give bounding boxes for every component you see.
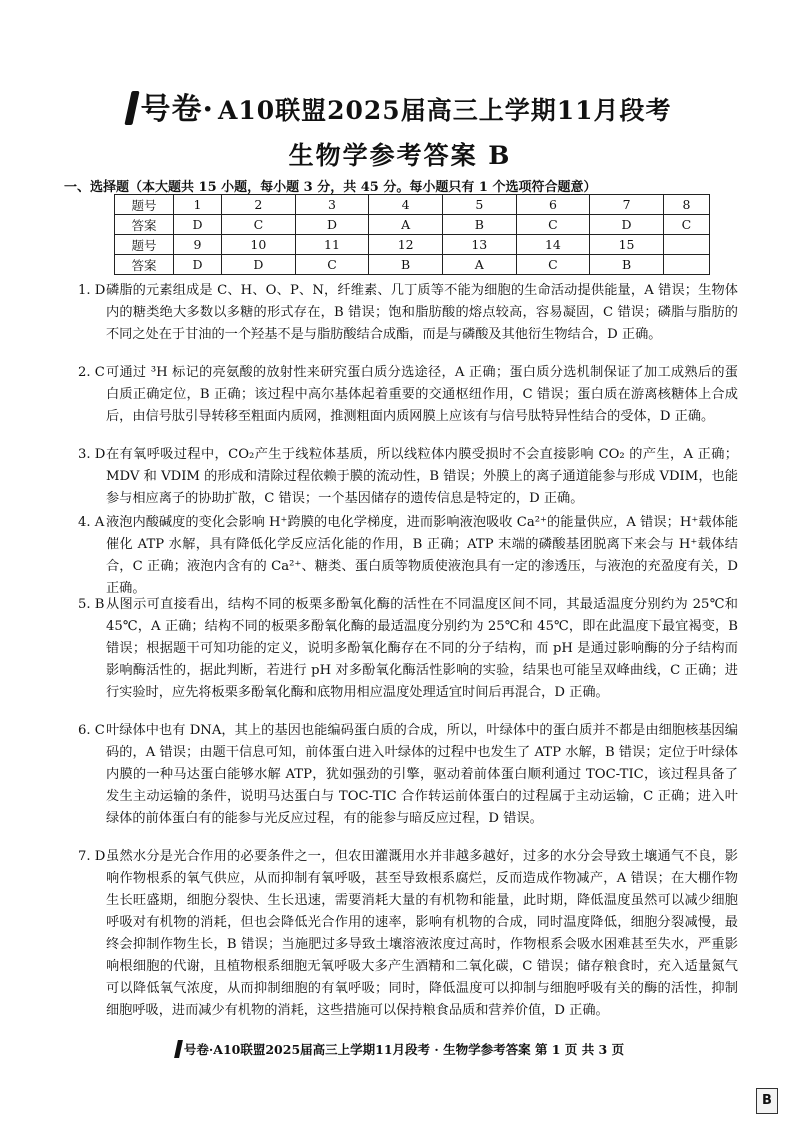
question-explanation: 液泡内酸碱度的变化会影响 H⁺跨膜的电化学梯度，进而影响液泡吸收 Ca²⁺的能量供应，A 错误；H⁺载体能催化 ATP 水解，具有降低化学反应活化能的作用，B 正确；ATP 末端的磷酸基团脱离下来会与 H⁺载体结合，C 正确；液泡内含有的 Ca²⁺、糖类、蛋白质等物质使液泡具有一定的渗透压，与液泡的充盈度有关，D 正确。 bbox=[106, 515, 738, 596]
table-row bbox=[115, 195, 710, 215]
answer-table bbox=[114, 194, 710, 275]
brand-logo: 号卷· bbox=[128, 84, 213, 128]
question-4 bbox=[78, 512, 738, 600]
table-cell: C bbox=[516, 215, 590, 235]
table-cell: 7 bbox=[590, 195, 664, 215]
question-number: 5. B bbox=[78, 597, 105, 612]
table-cell: D bbox=[222, 255, 296, 275]
table-cell: 10 bbox=[222, 235, 296, 255]
table-cell: A bbox=[369, 215, 443, 235]
table-cell: B bbox=[442, 215, 516, 235]
table-cell bbox=[663, 235, 709, 255]
table-row bbox=[115, 255, 710, 275]
question-number: 1. D bbox=[78, 283, 106, 298]
table-cell: 11 bbox=[295, 235, 369, 255]
question-number: 2. C bbox=[78, 365, 105, 380]
title-line-1 bbox=[0, 84, 800, 128]
table-cell: 4 bbox=[369, 195, 443, 215]
table-cell: 5 bbox=[442, 195, 516, 215]
question-2 bbox=[78, 362, 738, 428]
footer-text: A10联盟2025届高三上学期11月段考 · 生物学参考答案 第 1 页 共 3 页 bbox=[213, 1042, 625, 1057]
table-row bbox=[115, 235, 710, 255]
question-7 bbox=[78, 846, 738, 1022]
table-cell: D bbox=[295, 215, 369, 235]
question-explanation: 虽然水分是光合作用的必要条件之一，但农田灌溉用水并非越多越好，过多的水分会导致土壤通气不良，影响作物根系的氧气供应，从而抑制有氧呼吸，甚至导致根系腐烂，反而造成作物减产，A 错误；在大棚作物生长旺盛期，细胞分裂快、生长迅速，需要消耗大量的有机物和能量，此时期，降低温度虽然可以减少细胞呼吸对有机物的消耗，但也会降低光合作用的速率，影响有机物的合成，同时温度降低，细胞分裂减慢，最终会抑制作物生长，B 错误；当施肥过多导致土壤溶液浓度过高时，作物根系会吸水困难甚至失水，严重影响根细胞的代谢，且植物根系细胞无氧呼吸大多产生酒精和二氧化碳，C 错误；储存粮食时，充入适量氮气可以降低氧气浓度，从而抑制细胞的有氧呼吸；同时，降低温度可以抑制与细胞呼吸有关的酶的活性，抑制细胞呼吸，进而减少有机物的消耗，这些措施可以保持粮食品质和营养价值，D 正确。 bbox=[106, 849, 738, 1018]
document-header bbox=[0, 84, 800, 172]
table-cell: 9 bbox=[174, 235, 222, 255]
question-5 bbox=[78, 594, 738, 704]
table-cell bbox=[663, 255, 709, 275]
table-cell: 14 bbox=[516, 235, 590, 255]
question-explanation: 叶绿体中也有 DNA，其上的基因也能编码蛋白质的合成，所以，叶绿体中的蛋白质并不都是由细胞核基因编码的，A 错误；由题干信息可知，前体蛋白进入叶绿体的过程中也发生了 ATP 水解，B 错误；定位于叶绿体内膜的一种马达蛋白能够水解 ATP，犹如强劲的引擎，驱动着前体蛋白顺利通过 TOC-TIC，该过程具备了发生主动运输的条件，说明马达蛋白与 TOC-TIC 合作转运前体蛋白的过程属于主动运输，C 正确；进入叶绿体的前体蛋白有的能参与光反应过程，有的能参与暗反应过程，D 错误。 bbox=[106, 723, 738, 826]
table-cell: 2 bbox=[222, 195, 296, 215]
table-cell: 15 bbox=[590, 235, 664, 255]
table-cell: 13 bbox=[442, 235, 516, 255]
footer-logo-mark bbox=[174, 1040, 183, 1058]
table-cell: B bbox=[590, 255, 664, 275]
table-cell: 1 bbox=[174, 195, 222, 215]
question-number: 7. D bbox=[78, 849, 106, 864]
answer-key-title: 生物学参考答案 B bbox=[288, 141, 512, 170]
table-cell: C bbox=[222, 215, 296, 235]
table-cell: D bbox=[590, 215, 664, 235]
table-cell: 6 bbox=[516, 195, 590, 215]
question-number: 3. D bbox=[78, 447, 106, 462]
table-cell: 8 bbox=[663, 195, 709, 215]
row-label: 题号 bbox=[115, 235, 174, 255]
question-explanation: 可通过 ³H 标记的亮氨酸的放射性来研究蛋白质分选途径，A 正确；蛋白质分选机制保证了加工成熟后的蛋白质正确定位，B 正确；该过程中高尔基体起着重要的交通枢纽作用，C 错误；蛋白质在游离核糖体上合成后，由信号肽引导转移至粗面内质网，推测粗面内质网膜上应该有与信号肽特异性结合的受体，D 正确。 bbox=[106, 365, 738, 424]
table-cell: D bbox=[174, 215, 222, 235]
table-cell: C bbox=[295, 255, 369, 275]
exam-title: A10联盟2025届高三上学期11月段考 bbox=[217, 96, 672, 125]
page-footer: 号卷·A10联盟2025届高三上学期11月段考 · 生物学参考答案 第 1 页 共 3 页 bbox=[0, 1040, 800, 1058]
page-badge: B bbox=[756, 1088, 778, 1114]
question-number: 4. A bbox=[78, 515, 105, 530]
row-label: 题号 bbox=[115, 195, 174, 215]
footer-logo: 号卷 bbox=[183, 1042, 209, 1057]
table-cell: B bbox=[369, 255, 443, 275]
table-row bbox=[115, 215, 710, 235]
question-3 bbox=[78, 444, 738, 510]
table-cell: D bbox=[174, 255, 222, 275]
table-cell: A bbox=[442, 255, 516, 275]
table-cell: C bbox=[516, 255, 590, 275]
section-title: 一、选择题（本大题共 15 小题，每小题 3 分，共 45 分。每小题只有 1 个选项符合题意） bbox=[64, 180, 597, 195]
question-explanation: 从图示可直接看出，结构不同的板栗多酚氧化酶的活性在不同温度区间不同，其最适温度分别约为 25℃和 45℃，A 正确；结构不同的板栗多酚氧化酶的最适温度分别约为 25℃和 45℃，即在此温度下最宜褐变，B 错误；根据题干可知功能的定义，说明多酚氧化酶存在不同的分子结构，而 pH 是通过影响酶的分子结构而影响酶活性的，据此判断，若进行 pH 对多酚氧化酶活性影响的实验，结果也可能呈双峰曲线，C 正确；进行实验时，应先将板栗多酚氧化酶和底物用相应温度处理适宜时间后再混合，D 正确。 bbox=[106, 597, 738, 700]
question-explanation: 在有氧呼吸过程中，CO₂产生于线粒体基质，所以线粒体内膜受损时不会直接影响 CO₂ 的产生，A 正确；MDV 和 VDIM 的形成和清除过程依赖于膜的流动性，B 错误；外膜上的离子通道能参与形成 VDIM，也能参与相应离子的协助扩散，C 错误；一个基因储存的遗传信息是特定的，D 正确。 bbox=[106, 447, 738, 506]
row-label: 答案 bbox=[115, 255, 174, 275]
question-1 bbox=[78, 280, 738, 346]
table-cell: 12 bbox=[369, 235, 443, 255]
row-label: 答案 bbox=[115, 215, 174, 235]
table-cell: 3 bbox=[295, 195, 369, 215]
question-6 bbox=[78, 720, 738, 830]
question-number: 6. C bbox=[78, 723, 105, 738]
table-cell: C bbox=[663, 215, 709, 235]
question-explanation: 磷脂的元素组成是 C、H、O、P、N，纤维素、几丁质等不能为细胞的生命活动提供能量，A 错误；生物体内的糖类绝大多数以多糖的形式存在，B 错误；饱和脂肪酸的熔点较高，容易凝固，C 错误；磷脂与脂肪的不同之处在于甘油的一个羟基不是与脂肪酸结合成酯，而是与磷酸及其他衍生物结合，D 正确。 bbox=[106, 283, 738, 342]
